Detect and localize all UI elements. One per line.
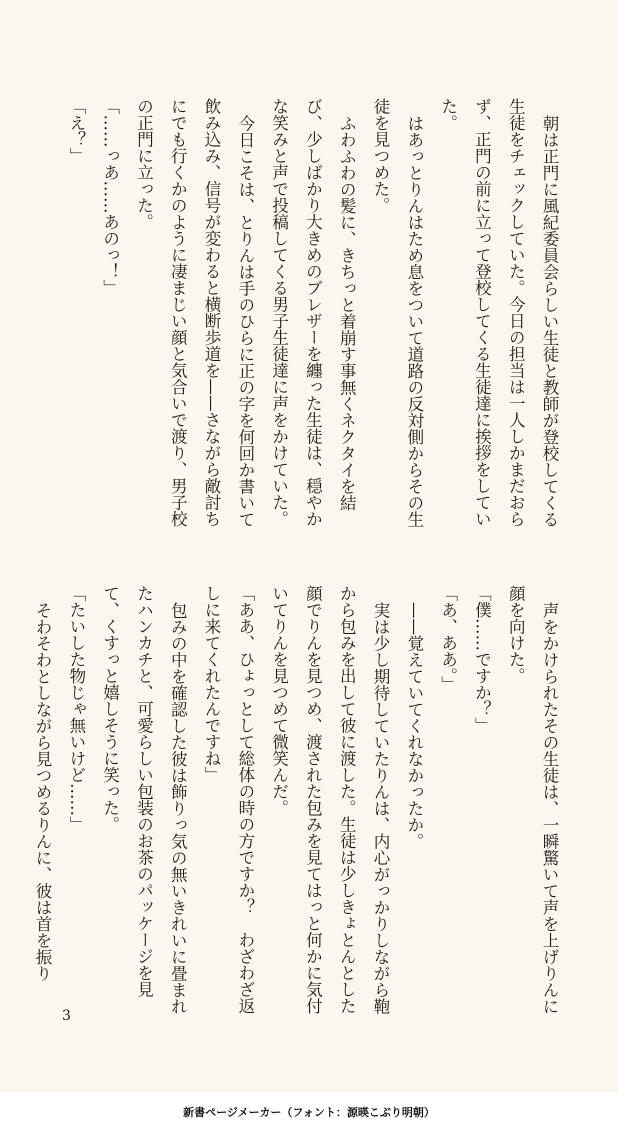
dialogue-line: 「あ、ああ。」 (438, 585, 458, 693)
page-number: 3 (62, 1008, 71, 1024)
footer-credit: 新書ページメーカー（フォント：源暎こぶり明朝） (0, 1092, 618, 1132)
dialogue-line: 「え？」 (66, 98, 86, 164)
dialogue-line: 「ああ、ひょっとして総体の時の方ですか？ わざわざ返しに来てくれたんですね」 (202, 585, 255, 1014)
paragraph: 朝は正門に風紀委員会らしい生徒と教師が登校してくる生徒をチェックしていた。今日の担当は一人しかまだおらず、正門の前に立って登校してくる生徒達に挨拶をしていた。 (438, 98, 559, 527)
dialogue-line: 「僕……ですか？」 (472, 585, 492, 734)
paragraph: ふわふわの髪に、きちっと着崩す事無くネクタイを結び、少しばかり大きめのブレザーを纏った生徒は、穏やかな笑みと声で投稿してくる男子生徒達に声をかけていた。 (269, 98, 357, 527)
paragraph: はあっとりんはため息をついて道路の反対側からその生徒を見つめた。 (371, 98, 424, 527)
paragraph: 包みの中を確認した彼は飾りっ気の無いきれいに畳まれたハンカチと、可愛らしい包装のお茶のパッケージを見て、くすっと嬉しそうに笑った。 (100, 585, 188, 1014)
paragraph: 声をかけられたその生徒は、一瞬驚いて声を上げりんに顔を向けた。 (506, 585, 559, 1014)
text-column-bottom (25, 585, 566, 1025)
dialogue-line: 「たいした物じゃ無いけど……」 (66, 585, 86, 833)
paragraph: そわそわとしながら見つめるりんに、彼は首を振り (33, 601, 53, 981)
dialogue-line: 「……っあ……あのっ！」 (100, 98, 120, 296)
paragraph: ——覚えていてくれなかったか。 (404, 601, 424, 849)
paragraph: 今日こそは、とりんは手のひらに正の字を何回か書いて飲み込み、信号が変わると横断歩道を——さながら敵討ちにでも行くかのように凄まじい顔と気合いで渡り、男子校の正門に立った。 (134, 98, 255, 527)
text-column-top (59, 98, 566, 538)
paragraph: 実は少し期待していたりんは、内心がっかりしながら鞄から包みを出して彼に渡した。生徒は少しきょとんとした顔でりんを見つめ、渡された包みを見てはっと何かに気付いてりんを見つめて微笑んだ。 (269, 585, 391, 1014)
